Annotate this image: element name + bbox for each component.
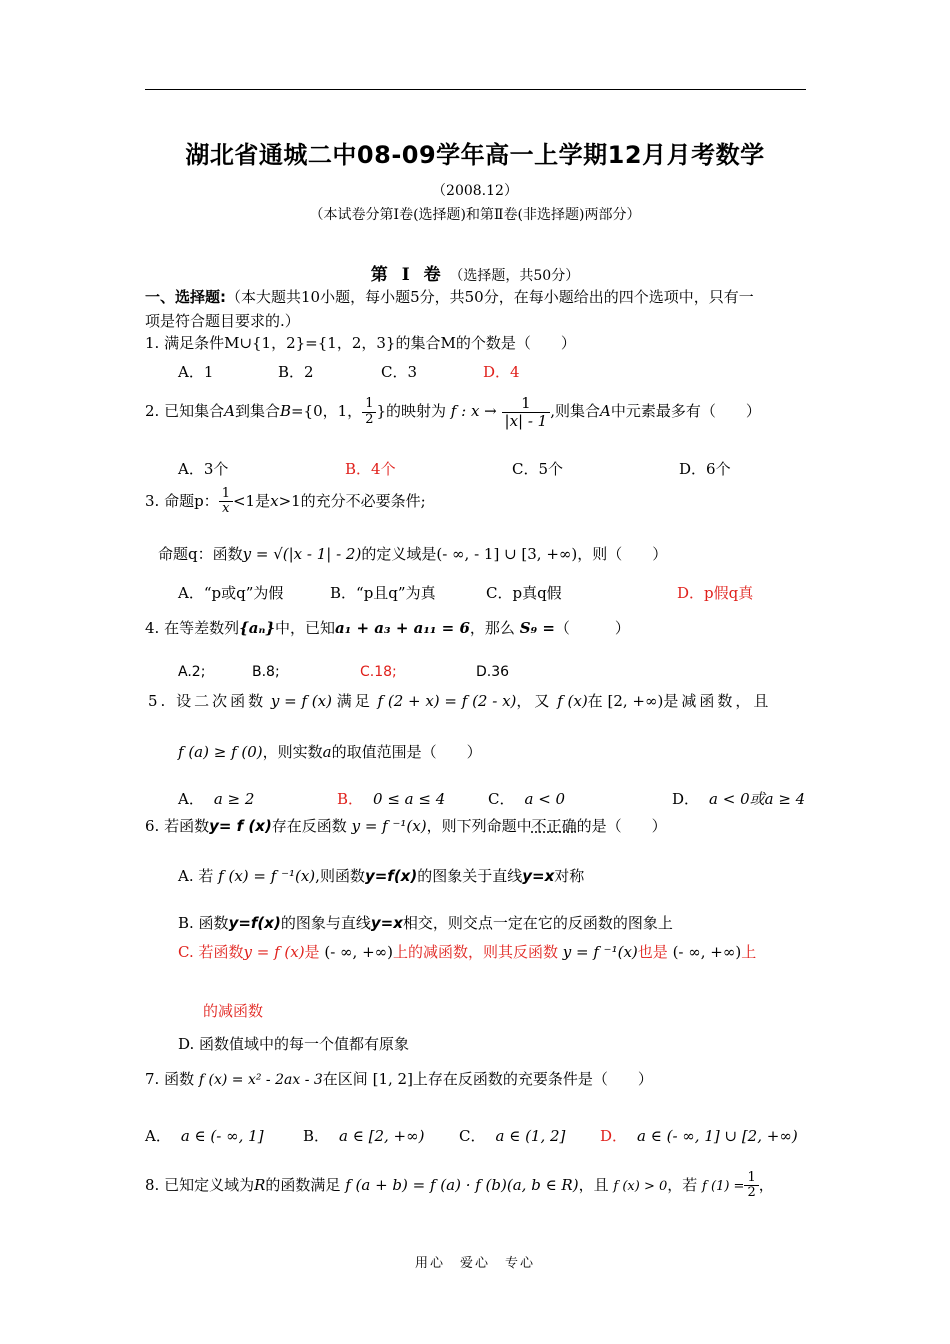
q2-text: 2. 已知集合 [145, 402, 225, 420]
option-value: 0 ≤ a ≤ 4 [373, 790, 446, 808]
q8-text: 8. 已知定义域为 [145, 1175, 255, 1194]
q6-interval: (- ∞, +∞) [672, 943, 742, 961]
q6-eq: f (x) = f ⁻¹(x) [218, 867, 316, 885]
q8-text: 的函数满足 [265, 1175, 341, 1194]
q8-eq: f (a + b) = f (a) · f (b)(a, b ∈ R) [345, 1175, 579, 1194]
q6-inverse: y = f ⁻¹(x) [562, 943, 638, 961]
fraction-den: 2 [747, 1185, 756, 1201]
q8-text: ， [758, 1175, 774, 1194]
q5-text: 的取值范围是（ ） [331, 743, 482, 761]
part-desc: （选择题，共50分） [449, 268, 580, 284]
q4-option-b: B.8; [252, 664, 280, 680]
q3-option-b: B．“p且q”为真 [330, 584, 436, 602]
q5-text: 满足 [336, 692, 373, 710]
exam-note: （本试卷分第Ⅰ卷(选择题)和第Ⅱ卷(非选择题)两部分） [309, 207, 641, 223]
q6-func: y= f (x) [209, 817, 272, 835]
q5-text: 5. 设二次函数 [148, 692, 267, 710]
q6-text: C. 若函数 [178, 943, 244, 961]
option-value: a ∈ (- ∞, 1] [180, 1127, 264, 1145]
q1-stem: 1. 满足条件M∪{1，2}={1，2，3}的集合M的个数是（ ） [145, 334, 576, 352]
section-desc-line1: （本大题共10小题，每小题5分，共50分，在每小题给出的四个选项中，只有一 [226, 288, 754, 306]
q8-stem [145, 1171, 774, 1201]
fraction-num: 1 [502, 395, 551, 413]
option-label: B． [303, 1127, 330, 1145]
q6-text: 上 [741, 943, 757, 961]
q6-text: 的图象与直线 [280, 914, 371, 932]
part-label: 第 Ⅰ 卷 [370, 265, 445, 285]
q2-half-fraction [362, 397, 376, 427]
fraction-den: 2 [365, 411, 374, 427]
q2-var: B [279, 402, 291, 420]
fraction-den: x [222, 501, 230, 517]
q6-text: 是 [304, 943, 320, 961]
q2-text: 中元素最多有（ ） [610, 402, 761, 420]
fraction-den: |x| - 1 [504, 411, 548, 430]
q7-option-c [459, 1125, 565, 1146]
q6-text: 相交，则交点一定在它的反函数的图象上 [402, 914, 673, 932]
q5-text: ，则实数 [262, 743, 323, 761]
q1-option-a: A．1 [178, 363, 214, 381]
q6-text: 的图象关于直线 [417, 867, 523, 885]
q2-text: 到集合 [234, 402, 280, 420]
q5-var: a [322, 743, 332, 761]
q7-stem [145, 1068, 653, 1089]
q2-text: ,则集合 [550, 402, 601, 420]
option-label: D． [600, 1127, 628, 1145]
q3-proposition-q [158, 543, 667, 564]
q2-var: A [224, 402, 235, 420]
option-label: A． [145, 1127, 171, 1145]
q1-option-c: C．3 [381, 363, 418, 381]
q3-domain: (- ∞, - 1] ∪ [3, +∞) [436, 545, 578, 563]
q7-option-b [303, 1125, 424, 1146]
q7-func: f (x) = x² - 2ax - 3 [198, 1072, 323, 1088]
q5-line2 [178, 741, 482, 762]
part-heading [0, 260, 950, 285]
q8-text: ，若 [667, 1175, 698, 1194]
q5-text: 是减函数，且 [663, 692, 772, 710]
fraction-num: 1 [362, 397, 376, 412]
q7-text: 7. 函数 [145, 1070, 195, 1088]
q5-line1 [148, 690, 771, 711]
q3-text: <1是 [232, 491, 271, 510]
q3-fraction [219, 487, 233, 517]
q5-func: y = f (x) [270, 692, 332, 710]
q4-option-d: D.36 [476, 664, 510, 680]
option-value: a ∈ (1, 2] [495, 1127, 566, 1145]
q6-stem [145, 815, 667, 836]
q4-text: 中，已知 [274, 619, 335, 637]
q2-text: }的映射为 [376, 402, 447, 420]
q3-proposition-p [145, 487, 426, 517]
q3-text: 3. 命题p： [145, 491, 219, 510]
q6-text: 的是（ ） [576, 817, 667, 835]
q4-text: ，那么 [469, 619, 515, 637]
q5-option-d [672, 788, 805, 809]
section-heading [145, 286, 754, 307]
q4-cond: a₁ + a₃ + a₁₁ = 6 [335, 619, 470, 637]
page-footer: 用心 爱心 专心 [414, 1256, 535, 1271]
q3-text: 的定义域是 [361, 545, 437, 563]
q8-positive: f (x) > 0 [613, 1178, 668, 1194]
section-desc-line2: 项是符合题目要求的.） [145, 312, 300, 330]
q8-R: R [254, 1175, 266, 1194]
option-value: a ∈ [2, +∞) [339, 1127, 425, 1145]
q3-text: >1的充分不必要条件; [278, 491, 426, 510]
q3-func: y = √(|x - 1| - 2) [242, 545, 362, 563]
q8-f1: f (1) = [702, 1178, 745, 1194]
q6-option-c [178, 941, 756, 962]
q6-emphasis: 不正确 [531, 817, 577, 835]
q5-option-b [337, 788, 445, 809]
option-label: B． [337, 790, 364, 808]
option-label: C． [488, 790, 515, 808]
section-label: 一、选择题: [145, 288, 226, 306]
q6-text: 也是 [637, 943, 668, 961]
fraction-num: 1 [744, 1171, 758, 1186]
q2-map-fraction [502, 395, 551, 429]
q3-var: x [270, 491, 279, 510]
q3-option-a: A．“p或q”为假 [178, 584, 284, 602]
q2-var: A [600, 402, 611, 420]
q4-text: 4. 在等差数列 [145, 619, 240, 637]
q3-text: 命题q：函数 [158, 545, 243, 563]
q4-seq: {aₙ} [239, 619, 275, 637]
q6-text: 存在反函数 [271, 817, 347, 835]
q6-option-c-continued: 的减函数 [203, 1002, 264, 1020]
q1-option-b: B．2 [278, 363, 314, 381]
option-value: a ≥ 2 [213, 790, 255, 808]
q7-option-d [600, 1125, 798, 1146]
q6-interval: (- ∞, +∞) [324, 943, 393, 961]
q7-text: 上存在反函数的充要条件是（ ） [412, 1070, 653, 1088]
q6-option-b [178, 912, 673, 933]
option-value: a < 0或a ≥ 4 [709, 790, 806, 808]
q5-ineq: f (a) ≥ f (0) [178, 743, 263, 761]
q5-interval: [2, +∞) [607, 692, 664, 710]
q6-option-a [178, 865, 584, 886]
q6-text: ,则函数 [315, 867, 365, 885]
q8-fraction [744, 1171, 758, 1201]
q4-text: （ ） [554, 619, 630, 637]
q4-stem [145, 617, 630, 638]
q6-line: y=x [522, 867, 555, 885]
option-value: a ∈ (- ∞, 1] ∪ [2, +∞) [637, 1127, 798, 1145]
q2-option-a: A．3个 [178, 460, 229, 478]
q1-option-d: D．4 [483, 363, 520, 381]
q6-line: y=x [370, 914, 403, 932]
q6-text: 上的减函数，则其反函数 [392, 943, 558, 961]
q4-option-c: C.18; [360, 664, 397, 680]
option-label: A． [178, 790, 204, 808]
q3-option-d: D．p假q真 [677, 584, 754, 602]
fraction-num: 1 [219, 487, 233, 502]
q3-option-c: C．p真q假 [486, 584, 562, 602]
q6-func: y = f (x) [243, 943, 305, 961]
q4-option-a: A.2; [178, 664, 206, 680]
q6-text: 6. 若函数 [145, 817, 210, 835]
q4-s9: S₉ = [519, 619, 555, 637]
q6-text: A. 若 [178, 867, 214, 885]
q6-func: y=f(x) [228, 914, 281, 932]
q6-text: B. 函数 [178, 914, 229, 932]
q2-stem [145, 395, 761, 429]
option-label: D． [672, 790, 700, 808]
q6-text: 对称 [554, 867, 585, 885]
q6-text: ，则下列命题中 [426, 817, 532, 835]
q2-text: ={0，1， [290, 402, 363, 420]
q5-text: 在 [587, 692, 603, 710]
q5-fx: f (x) [557, 692, 588, 710]
option-value: a < 0 [524, 790, 566, 808]
q5-option-c [488, 788, 565, 809]
q2-option-b: B．4个 [345, 460, 396, 478]
q5-text: ，又 [516, 692, 553, 710]
q6-func: y=f(x) [364, 867, 418, 885]
q2-map: f : x → [450, 402, 497, 420]
exam-date: （2008.12） [432, 183, 518, 199]
q2-option-c: C．5个 [512, 460, 564, 478]
q7-option-a [145, 1125, 264, 1146]
q5-eq: f (2 + x) = f (2 - x) [377, 692, 517, 710]
q6-inverse: y = f ⁻¹(x) [351, 817, 427, 835]
header-rule [145, 89, 806, 90]
q3-text: ，则（ ） [577, 545, 668, 563]
q6-option-d: D. 函数值域中的每一个值都有原象 [178, 1035, 410, 1053]
option-label: C． [459, 1127, 486, 1145]
q7-interval: [1, 2] [372, 1070, 413, 1088]
document-title: 湖北省通城二中08-09学年高一上学期12月月考数学 [185, 141, 765, 169]
q2-option-d: D．6个 [679, 460, 731, 478]
q7-text: 在区间 [322, 1070, 368, 1088]
q5-option-a [178, 788, 254, 809]
q8-text: ，且 [578, 1175, 609, 1194]
